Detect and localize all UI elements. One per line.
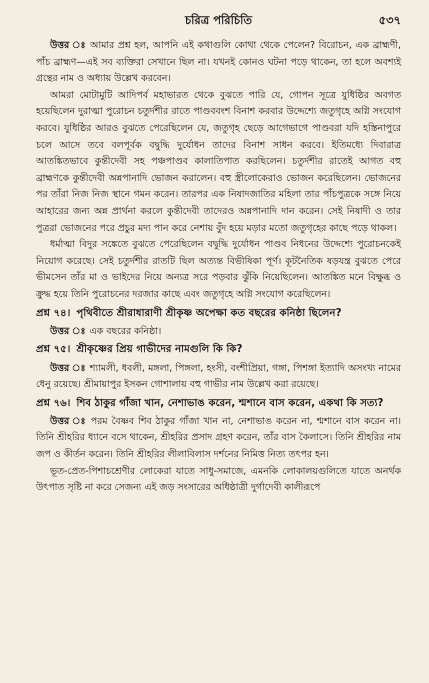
answer-paragraph: [36, 414, 401, 464]
vidura-paragraph: ধর্মাত্মা বিদুর সঙ্কেতে বুঝতে পেরেছিলেন বদ্বুদ্ধি দুর্যোধন পাণ্ডব নিধনের উদ্দেশ্যে পুরোচনকেই নিয়োগ করেছে। সেই চতুর্দশীর রাতটি ছিল অত্যন্ত বিভীষিকা পূর্ণ। কূটনৈতিক ষড়যন্ত্র বুঝতে পেরে ভীমসেন তাঁর মা ও ভাইদের নিয়ে অন্যত্র সরে পড়বার ঝুঁকি নিয়েছিলেন। আতঙ্কিত মনে বিক্ষুব্ধ ও ক্রুদ্ধ হয়ে তিনি পুরোচনের দরজার কাছে এবং জতুগৃহে অগ্নি সংযোগ করেছিলেন।: [36, 239, 401, 300]
intro-answer-text: আমার প্রশ্ন হল, আপনি এই কথাগুলি কোথা থেকে পেলেন? বিরোচন, এক ব্রাহ্মণী, পাঁচ ব্রাহ্মণ—এই সব ব্যক্তিরা সেখানে ছিল না। যখনই কোনও ঘটনা পড়ে থাকেন, তা হলে অবশ্যই গ্রন্থের নাম ও অধ্যায় উল্লেখ করবেন।: [36, 40, 401, 85]
answer-label: উত্তর ঃ: [50, 325, 86, 337]
mahabharata-paragraph: আমরা মোটামুটি আদিপর্ব মহাভারত থেকে বুঝতে পারি যে, গোপন সূত্রে যুধিষ্ঠির অবগত হয়েছিলেন দুরাত্মা পুরোচন চতুর্দশীর রাতে পাণ্ডববংশ বিনাশ করবার উদ্দেশ্যে জতুগৃহে অগ্নি সংযোগ করবে। যুধিষ্ঠির আরও বুঝতে পেরেছিলেন যে, জতুগৃহ ছেড়ে আগেভাগে পাণ্ডবরা যদি হস্তিনাপুরে চলে আসে তবে বলপূর্বক বদ্বুদ্ধি দুর্যোধন তাদের বিনাশ সাধন করবে। ইতিমধ্যে দিবারাত্র আতঙ্কিতভাবে কুন্তীদেবী সহ পঞ্চপাণ্ডব কালাতিপাত করছিলেন। চতুর্দশীর রাতেই আগত বহু ব্রাহ্মণকে কুন্তীদেবী অন্নপানাদি ভোজন করালেন। বহু স্ত্রীলোকেরাও ভোজন করেছিলেন। ভোজনের পর তাঁরা নিজ নিজ স্থানে গমন করেন। তারপর এক নিষাদজাতির মহিলা তার পাঁচপুত্রকে সঙ্গে নিয়ে আহারের জন্য অন্ন প্রার্থনা করলে কুন্তীদেবী তাদেরও অন্নপানাদি দান করেন। সেই নিষাদী ও তার পুত্ররা ভোজনের পরে প্রচুর মদ্য পান করে নেশায় বুঁদ হয়ে মড়ার মতো জতুগৃহের কাছে পড়ে থাকল।: [36, 89, 401, 234]
question-heading: [36, 395, 401, 412]
running-title: চরিত্র পরিচিতি: [184, 13, 253, 27]
page-number: ৫৩৭: [378, 13, 401, 27]
answer-paragraph: [36, 361, 401, 394]
question-heading: [36, 341, 401, 358]
ghosts-paragraph: ভূত-প্রেত-পিশাচশ্রেণীর লোকেরা যাতে সাধু-সমাজে, এমনকি লোকালয়গুলিতে যাতে অনর্থক উৎপাত সৃষ্টি না করে সেজন্য এই জড় সংসারের অধিষ্ঠাত্রী দুর্গাদেবী কালীরূপে: [36, 465, 401, 494]
question-number: প্রশ্ন ৭৪।: [36, 307, 71, 319]
answer-text: পরম বৈষ্ণব শিব ঠাকুর গাঁজা খান না, নেশাভাঙ করেন না, শ্মশানে বাস করেন না। তিনি শ্রীহরির ধ্যানে বসে থাকেন, শ্রীহরির প্রসাদ গ্রহণ করেন, তাঁর বাস কৈলাসে। তিনি শ্রীহরির নাম জপ ও কীর্তন করেন। তিনি শ্রীহরির লীলাবিলাস দর্শনের নিমিত্ত নিত্য তৎপর হন।: [36, 415, 401, 461]
question-block-76: [36, 395, 401, 464]
question-text: পৃথিবীতে শ্রীরাধারাণী শ্রীকৃষ্ণ অপেক্ষা কত বছরের কনিষ্ঠা ছিলেন?: [76, 307, 342, 319]
answer-paragraph: [36, 324, 401, 341]
answer-text: এক বছরের কনিষ্ঠা।: [89, 325, 162, 337]
question-heading: [36, 305, 401, 322]
question-number: প্রশ্ন ৭৬।: [36, 397, 71, 409]
question-block-75: [36, 341, 401, 393]
answer-label: উত্তর ঃ: [50, 415, 87, 427]
question-block-74: [36, 305, 401, 341]
question-number: প্রশ্ন ৭৫।: [36, 344, 71, 356]
question-text: শ্রীকৃষ্ণের প্রিয় গাভীদের নামগুলি কি কি?: [76, 344, 243, 356]
answer-label: উত্তর ঃ: [50, 362, 86, 374]
intro-answer-paragraph: [36, 38, 401, 88]
answer-text: শ্যামলী, ধবলী, মঙ্গলা, পিঙ্গলা, হংসী, বংশীপ্রিয়া, গঙ্গা, পিশঙ্গা ইত্যাদি অসংখ্য নামের ধেনু রয়েছে। শ্রীমায়াপুর ইসকন গোশালায় বহু গাভীর নাম উল্লেখ করা রয়েছে।: [36, 362, 401, 391]
page-header: [36, 10, 401, 32]
page-body: [36, 38, 401, 497]
answer-label: উত্তর ঃ: [50, 40, 87, 51]
question-text: শিব ঠাকুর গাঁজা খান, নেশাভাঙ করেন, শ্মশানে বাস করেন, একথা কি সত্য?: [76, 397, 384, 409]
